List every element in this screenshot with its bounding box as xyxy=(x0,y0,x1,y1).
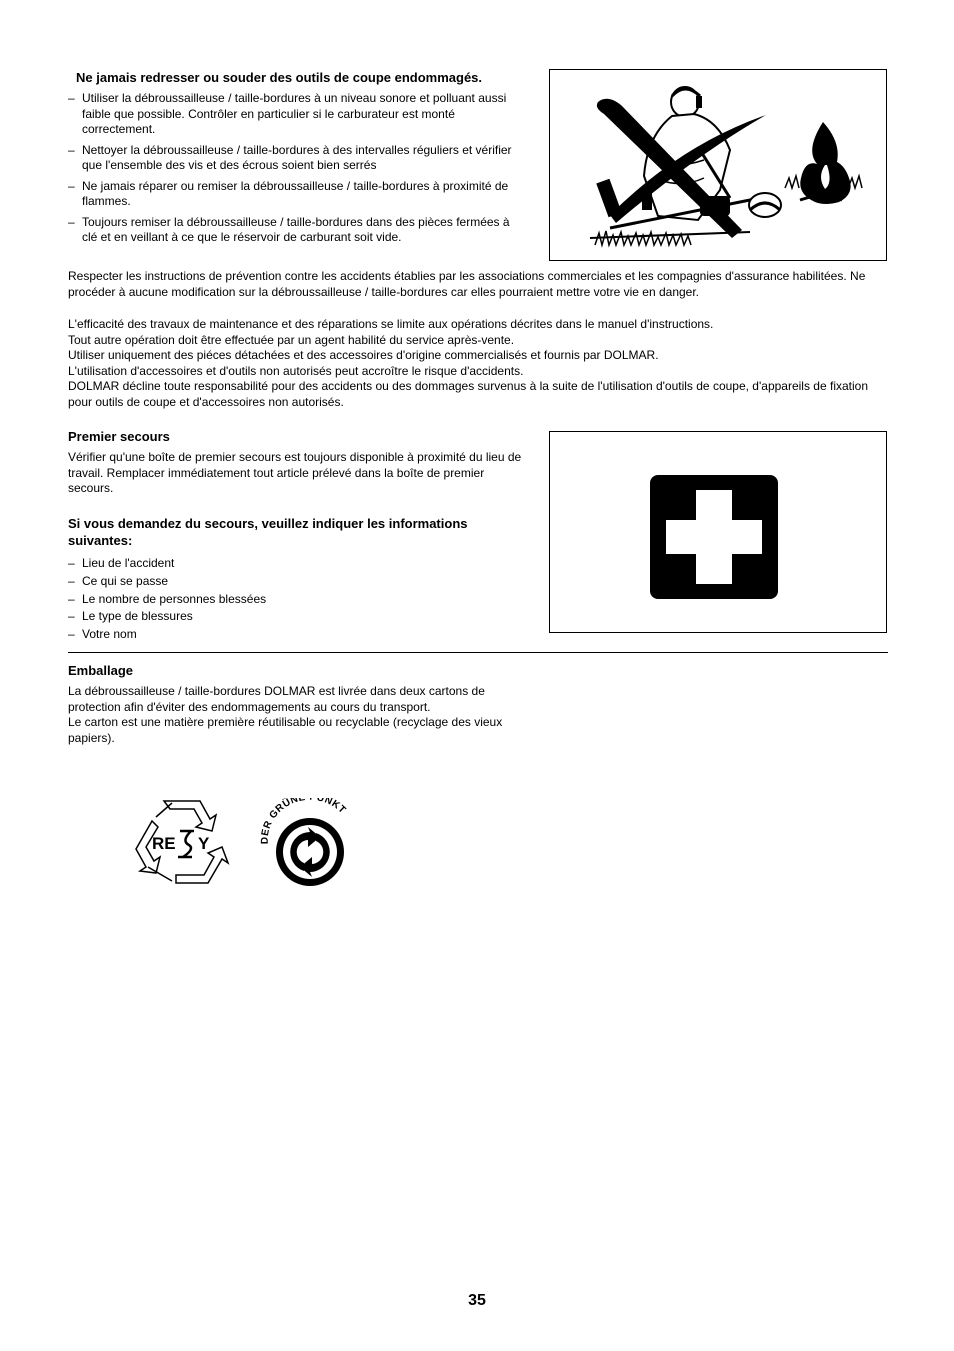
gruene-punkt-icon xyxy=(258,798,362,890)
maintenance-line: DOLMAR décline toute responsabilité pour des accidents ou des dommages survenus à la suite de l'utilisation d'outils de coupe, d'appareils de fixation pour outils de coupe et d'accessoires non autorisés. xyxy=(68,379,869,409)
list-item: – Nettoyer la débroussailleuse / taille-bordures à des intervalles réguliers et vérifier que l'ensemble des vis et des écrous soient bien serrés xyxy=(68,143,528,174)
heading-no-repair: Ne jamais redresser ou souder des outils de coupe endommagés. xyxy=(76,70,483,85)
maintenance-line: L'utilisation d'accessoires et d'outils non autorisés peut accroître le risque d'accidents. xyxy=(68,363,524,378)
recycling-arrows-icon xyxy=(134,795,232,887)
list-item: – Le nombre de personnes blessées xyxy=(68,591,508,609)
gruene-punkt-logo xyxy=(258,798,362,890)
maintenance-paragraph xyxy=(68,317,890,410)
page-number: 35 xyxy=(468,1292,486,1309)
maintenance-line: Utiliser uniquement des piéces détachées et des accessoires d'origine commercialisés et fournis par DOLMAR. xyxy=(68,348,659,362)
list-item: – Votre nom xyxy=(68,626,508,644)
fire-warning-illustration xyxy=(549,69,887,261)
first-aid-cross-icon xyxy=(550,432,886,632)
packaging-line: Le carton est une matière première réutilisable ou recyclable (recyclage des vieux papiers). xyxy=(68,715,503,745)
list-item: – Le type de blessures xyxy=(68,608,508,626)
worker-near-fire-icon xyxy=(550,70,886,260)
maintenance-line: Tout autre opération doit être effectuée par un agent habilité du service après-vente. xyxy=(68,332,515,347)
request-help-heading: Si vous demandez du secours, veuillez indiquer les informations suivantes: xyxy=(68,516,468,548)
resy-logo-lettering: RE xyxy=(152,834,176,853)
prevention-paragraph: Respecter les instructions de prévention contre les accidents établies par les associations commerciales et les compagnies d'assurance habilitées. Ne procéder à aucune modification sur la débroussailleuse / taille-bordures car elles pourraient mettre votre vie en danger. xyxy=(68,269,866,299)
first-aid-heading: Premier secours xyxy=(68,429,170,444)
help-info-list xyxy=(68,555,508,644)
packaging-heading: Emballage xyxy=(68,663,134,678)
list-item: – Lieu de l'accident xyxy=(68,555,508,573)
resy-recycling-logo xyxy=(134,795,232,887)
first-aid-text: Vérifier qu'une boîte de premier secours est toujours disponible à proximité du lieu de travail. Remplacer immédiatement tout article prélevé dans la boîte de premier secours. xyxy=(68,450,522,495)
maintenance-list xyxy=(68,91,528,246)
list-item: – Utiliser la débroussailleuse / taille-bordures à un niveau sonore et polluant aussi faible que possible. Contrôler en particulier si le carburateur est monté correctement. xyxy=(68,91,528,138)
svg-text:DER GRÜNE PUNKT: DER GRÜN UNKT xyxy=(259,798,348,845)
svg-text:Y: Y xyxy=(198,834,210,853)
list-item: – Ce qui se passe xyxy=(68,573,508,591)
section-divider xyxy=(68,652,888,653)
packaging-line: La débroussailleuse / taille-bordures DOLMAR est livrée dans deux cartons de protection afin d'éviter des endommagements au cours du transport. xyxy=(68,684,485,714)
maintenance-line: L'efficacité des travaux de maintenance et des réparations se limite aux opérations décrites dans le manuel d'instructions. xyxy=(68,317,714,331)
list-item: – Toujours remiser la débroussailleuse / taille-bordures dans des pièces fermées à clé et en veillant à ce que le réservoir de carburant soit vide. xyxy=(68,215,528,246)
first-aid-symbol-box xyxy=(549,431,887,633)
list-item: – Ne jamais réparer ou remiser la débroussailleuse / taille-bordures à proximité de flammes. xyxy=(68,179,528,210)
packaging-text xyxy=(68,684,508,746)
